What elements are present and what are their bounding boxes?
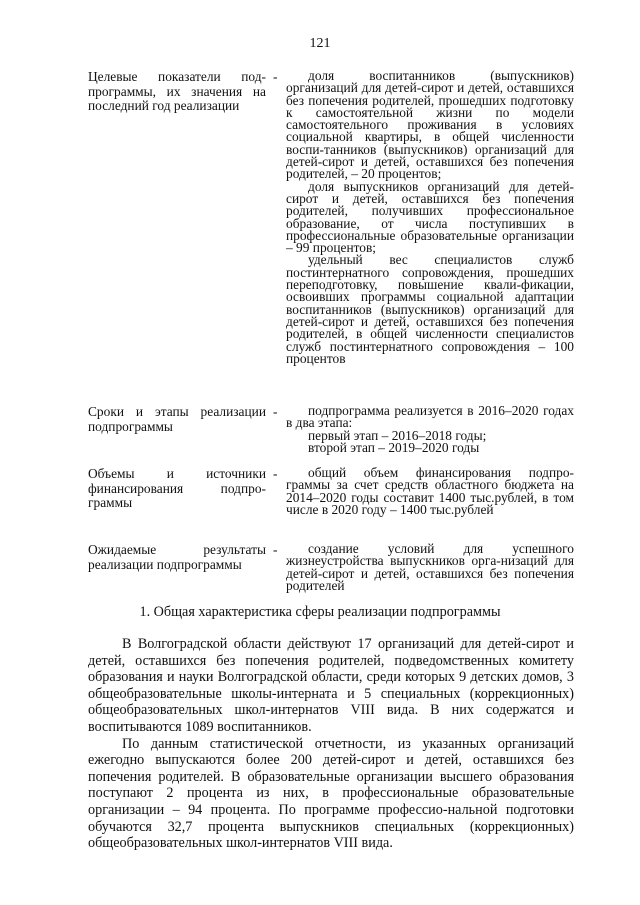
value-paragraph: подпрограмма реализуется в 2016–2020 годах в два этапа: bbox=[286, 403, 574, 431]
value-paragraph: общий объем финансирования подпро-граммы за счет средств областного бюджета на 2014–2020 годы составит 1400 тыс.рублей, в том числе в 2020 году – 1400 тыс.рублей bbox=[286, 465, 574, 517]
value-paragraph: первый этап – 2016–2018 годы; bbox=[308, 427, 487, 443]
value-paragraph: удельный вес специалистов служб постинтернатного сопровождения, прошедших переподготовку, повышение квали-фикации, освоивших программы социальной адаптации воспитанников (выпускников) организаций для детей-сирот и детей, оставшихся без попечения родителей, в общей численности специалистов служб постинтернатного сопровождения – 100 процентов bbox=[286, 252, 574, 366]
row-dash: - bbox=[273, 542, 278, 557]
row-value bbox=[286, 543, 574, 592]
section-title: 1. Общая характеристика сферы реализации подпрограммы bbox=[139, 604, 501, 620]
row-dash: - bbox=[273, 404, 278, 419]
row-label: Сроки и этапы реализации подпрограммы bbox=[88, 404, 266, 434]
row-dash: - bbox=[273, 466, 278, 481]
value-paragraph: создание условий для успешного жизнеустройства выпускников орга-низаций для детей-сирот и детей, оставшихся без попечения родителей bbox=[286, 541, 574, 593]
row-value bbox=[286, 467, 574, 516]
row-dash: - bbox=[273, 69, 278, 84]
body-paragraph: По данным статистической отчетности, из указанных организаций ежегодно выпускаются более 200 детей-сирот и детей, оставшихся без попечения родителей. В образовательные организации высшего образования поступают 2 процента из них, в профессиональные образовательные организации – 94 процента. По программе профессио-нальной подготовки обучаются 32,7 процента выпускников специальных (коррекционных) общеобразовательных школ-интернатов VIII вида. bbox=[88, 735, 574, 852]
value-paragraph: доля воспитанников (выпускников) организаций для детей-сирот и детей, оставшихся без попечения родителей, прошедших подготовку к самостоятельной жизни по модели самостоятельного проживания в условиях социальной квартиры, в общей численности воспи-танников (выпускников) организаций для детей-сирот и детей, оставшихся без попечения родителей, – 20 процентов; bbox=[286, 68, 574, 182]
row-label: Целевые показатели под-программы, их значения на последний год реализации bbox=[88, 69, 266, 114]
row-value bbox=[286, 405, 574, 454]
row-label: Ожидаемые результаты реализации подпрограммы bbox=[88, 542, 266, 572]
page-number: 121 bbox=[309, 36, 331, 51]
row-label: Объемы и источники финансирования подпро-граммы bbox=[88, 466, 266, 511]
value-paragraph: доля выпускников организаций для детей-сирот и детей, оставшихся без попечения родителей, получивших профессиональное образование, от числа поступивших в профессиональные образовательные организации – 99 процентов; bbox=[286, 178, 574, 256]
value-paragraph: второй этап – 2019–2020 годы bbox=[308, 439, 480, 455]
body-paragraph: В Волгоградской области действуют 17 организаций для детей-сирот и детей, оставшихся без попечения родителей, подведомственных комитету образования и науки Волгоградской области, среди которых 9 детских домов, 3 общеобразовательные школы-интерната и 5 специальных (коррекционных) общеобразовательных школ-интернатов VIII вида. В них содержатся и воспитываются 1089 воспитанников. bbox=[88, 636, 574, 735]
row-value bbox=[286, 70, 574, 365]
body-text bbox=[88, 636, 574, 852]
